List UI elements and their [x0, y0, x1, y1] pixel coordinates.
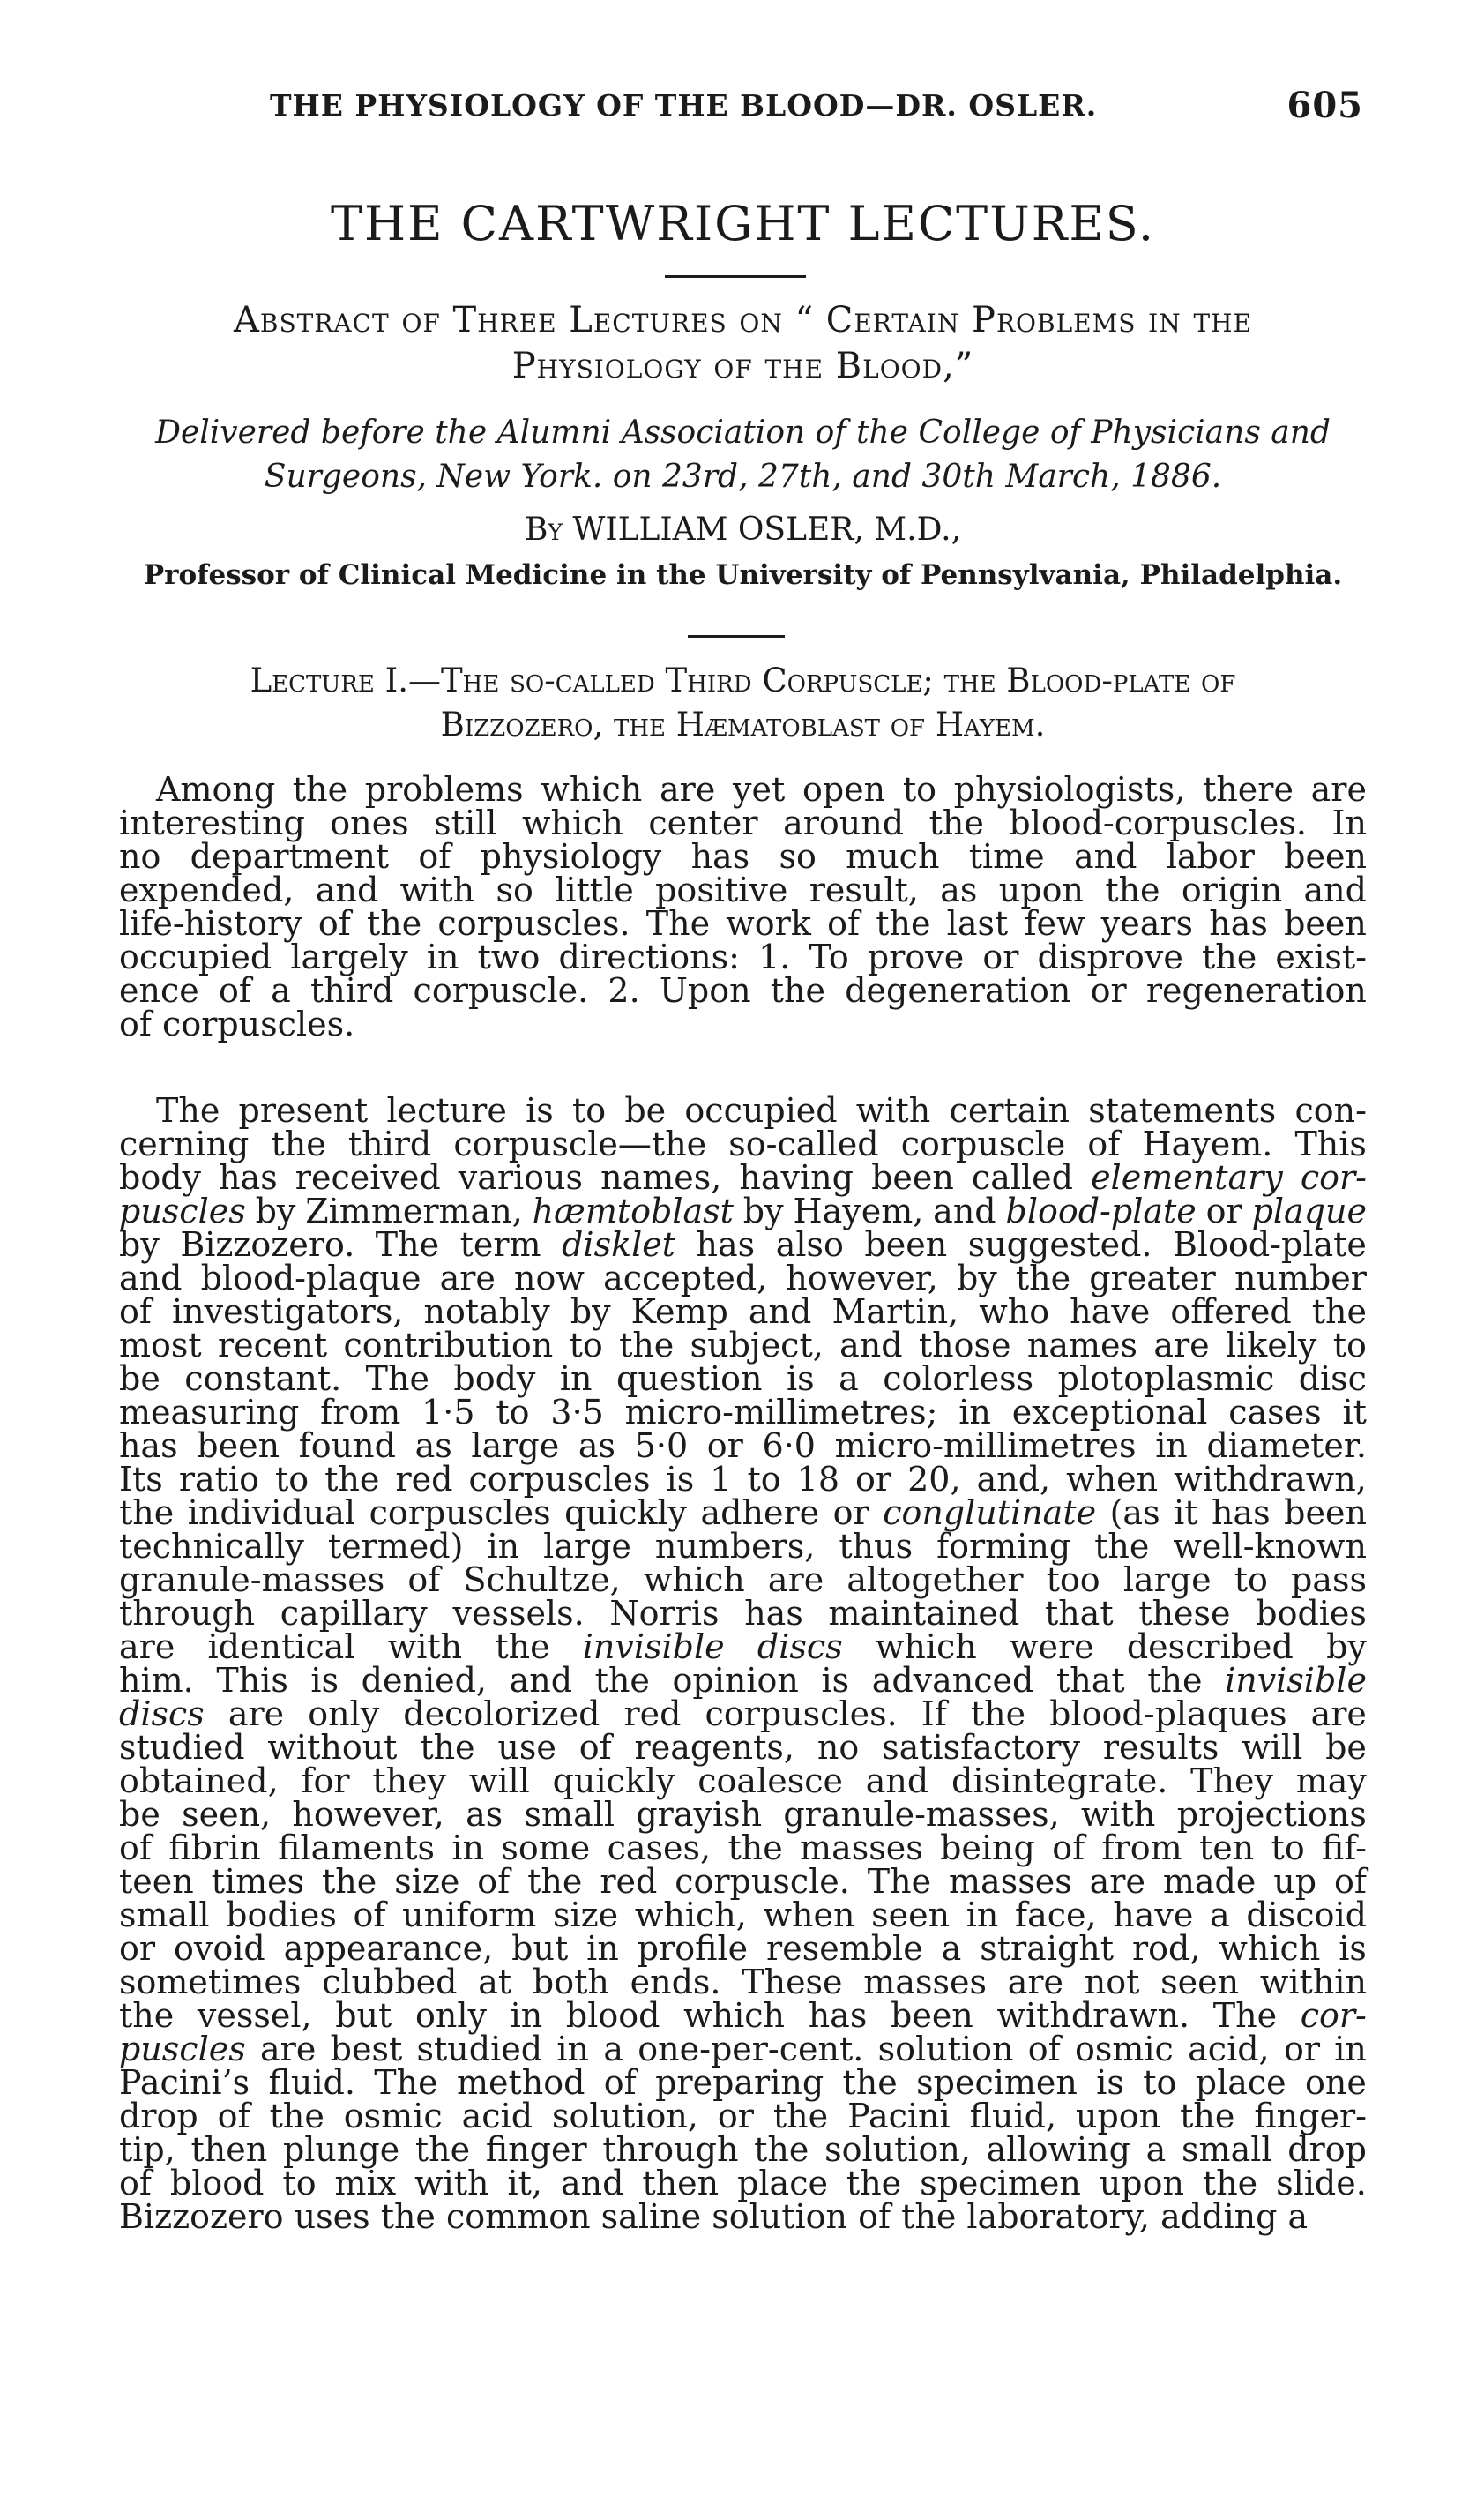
text-line: him. This is denied, and the opinion is advanced that the invisible — [119, 1661, 1367, 1700]
text-line: studied without the use of reagents, no satisfactory results will be — [119, 1728, 1367, 1767]
text-line: granule-masses of Schultze, which are altogether too large to pass — [119, 1560, 1367, 1599]
text-line: teen times the size of the red corpuscle. The masses are made up of — [119, 1862, 1367, 1901]
paragraph-1 — [119, 770, 1367, 1043]
text-line: discs are only decolorized red corpuscles. If the blood-plaques are — [119, 1694, 1367, 1733]
text-line: body has received various names, having been called elementary cor- — [119, 1158, 1367, 1197]
delivered-line-1: Delivered before the Alumni Association of the College of Physicians and — [155, 415, 1331, 451]
text-line: measuring from 1·5 to 3·5 micro-millimetres; in exceptional cases it — [119, 1393, 1367, 1432]
lecture-heading-line-1: Lecture I.—The so-called Third Corpuscle; the Blood-plate of — [250, 662, 1236, 699]
text-line: are identical with the invisible discs which were described by — [119, 1627, 1367, 1666]
text-line: puscles by Zimmerman, hæmtoblast by Hayem, and blood-plate or plaque — [119, 1192, 1367, 1230]
text-line: ence of a third corpuscle. 2. Upon the degeneration or regeneration — [119, 971, 1367, 1010]
paragraph-2 — [119, 1091, 1367, 2236]
text-line: Bizzozero uses the common saline solution of the laboratory, adding a — [119, 2197, 1309, 2236]
text-line: Pacini’s fluid. The method of preparing the specimen is to place one — [119, 2063, 1367, 2102]
text-line: most recent contribution to the subject, and those names are likely to — [119, 1326, 1367, 1365]
section-divider — [688, 635, 785, 638]
text-line: has been found as large as 5·0 or 6·0 micro-millimetres in diameter. — [119, 1426, 1367, 1465]
text-line: obtained, for they will quickly coalesce and disintegrate. They may — [119, 1761, 1367, 1800]
text-line: occupied largely in two directions: 1. To prove or disprove the exist- — [119, 938, 1367, 976]
text-line: or ovoid appearance, but in profile resemble a straight rod, which is — [119, 1929, 1367, 1968]
abstract-heading-line-2: Physiology of the Blood,” — [511, 346, 974, 386]
text-line: The present lecture is to be occupied with certain statements con- — [156, 1091, 1367, 1130]
text-line: the vessel, but only in blood which has been withdrawn. The cor- — [119, 1996, 1367, 2035]
text-line: technically termed) in large numbers, thus forming the well-known — [119, 1527, 1367, 1566]
abstract-heading-line-1: Abstract of Three Lectures on “ Certain Problems in the — [234, 300, 1252, 340]
text-line: small bodies of uniform size which, when seen in face, have a discoid — [119, 1896, 1367, 1934]
text-line: Its ratio to the red corpuscles is 1 to 18 or 20, and, when withdrawn, — [119, 1460, 1367, 1499]
title-divider — [665, 275, 806, 278]
text-line: and blood-plaque are now accepted, however, by the greater number — [119, 1259, 1367, 1297]
text-line: of corpuscles. — [119, 1005, 355, 1043]
text-line: life-history of the corpuscles. The work of the last few years has been — [119, 904, 1367, 943]
lectures-title: THE CARTWRIGHT LECTURES. — [330, 196, 1156, 251]
text-line: of fibrin filaments in some cases, the masses being of from ten to fif- — [119, 1828, 1367, 1867]
text-line: cerning the third corpuscle—the so-called corpuscle of Hayem. This — [119, 1125, 1367, 1163]
text-line: puscles are best studied in a one-per-cent. solution of osmic acid, or in — [119, 2030, 1367, 2068]
text-line: drop of the osmic acid solution, or the Pacini fluid, upon the finger- — [119, 2097, 1367, 2135]
text-line: sometimes clubbed at both ends. These masses are not seen within — [119, 1963, 1367, 2001]
text-line: by Bizzozero. The term disklet has also been suggested. Blood-plate — [119, 1225, 1367, 1264]
text-line: the individual corpuscles quickly adhere or conglutinate (as it has been — [119, 1493, 1367, 1532]
text-line: of investigators, notably by Kemp and Martin, who have offered the — [119, 1292, 1367, 1331]
text-line: of blood to mix with it, and then place the specimen upon the slide. — [119, 2164, 1367, 2202]
text-line: be seen, however, as small grayish granule-masses, with projections — [119, 1795, 1367, 1834]
author-by: By — [524, 512, 563, 548]
text-line: expended, and with so little positive result, as upon the origin and — [119, 871, 1367, 909]
lecture-heading-line-2: Bizzozero, the Hæmatoblast of Hayem. — [440, 706, 1046, 744]
text-line: Among the problems which are yet open to physiologists, there are — [156, 770, 1367, 809]
text-line: interesting ones still which center around the blood-corpuscles. In — [119, 804, 1367, 842]
author-name: WILLIAM OSLER, M.D., — [572, 512, 962, 548]
author-line — [106, 512, 1380, 548]
page-number: 605 — [1286, 85, 1363, 126]
text-line: tip, then plunge the finger through the solution, allowing a small drop — [119, 2130, 1367, 2169]
text-line: through capillary vessels. Norris has maintained that these bodies — [119, 1594, 1367, 1633]
text-line: be constant. The body in question is a colorless plotoplasmic disc — [119, 1359, 1367, 1398]
delivered-line-2: Surgeons, New York. on 23rd, 27th, and 30th March, 1886. — [264, 459, 1222, 495]
text-line: no department of physiology has so much time and labor been — [119, 837, 1367, 876]
running-title: THE PHYSIOLOGY OF THE BLOOD—DR. OSLER. — [270, 88, 1098, 123]
author-affiliation: Professor of Clinical Medicine in the University of Pennsylvania, Philadelphia. — [143, 559, 1343, 591]
